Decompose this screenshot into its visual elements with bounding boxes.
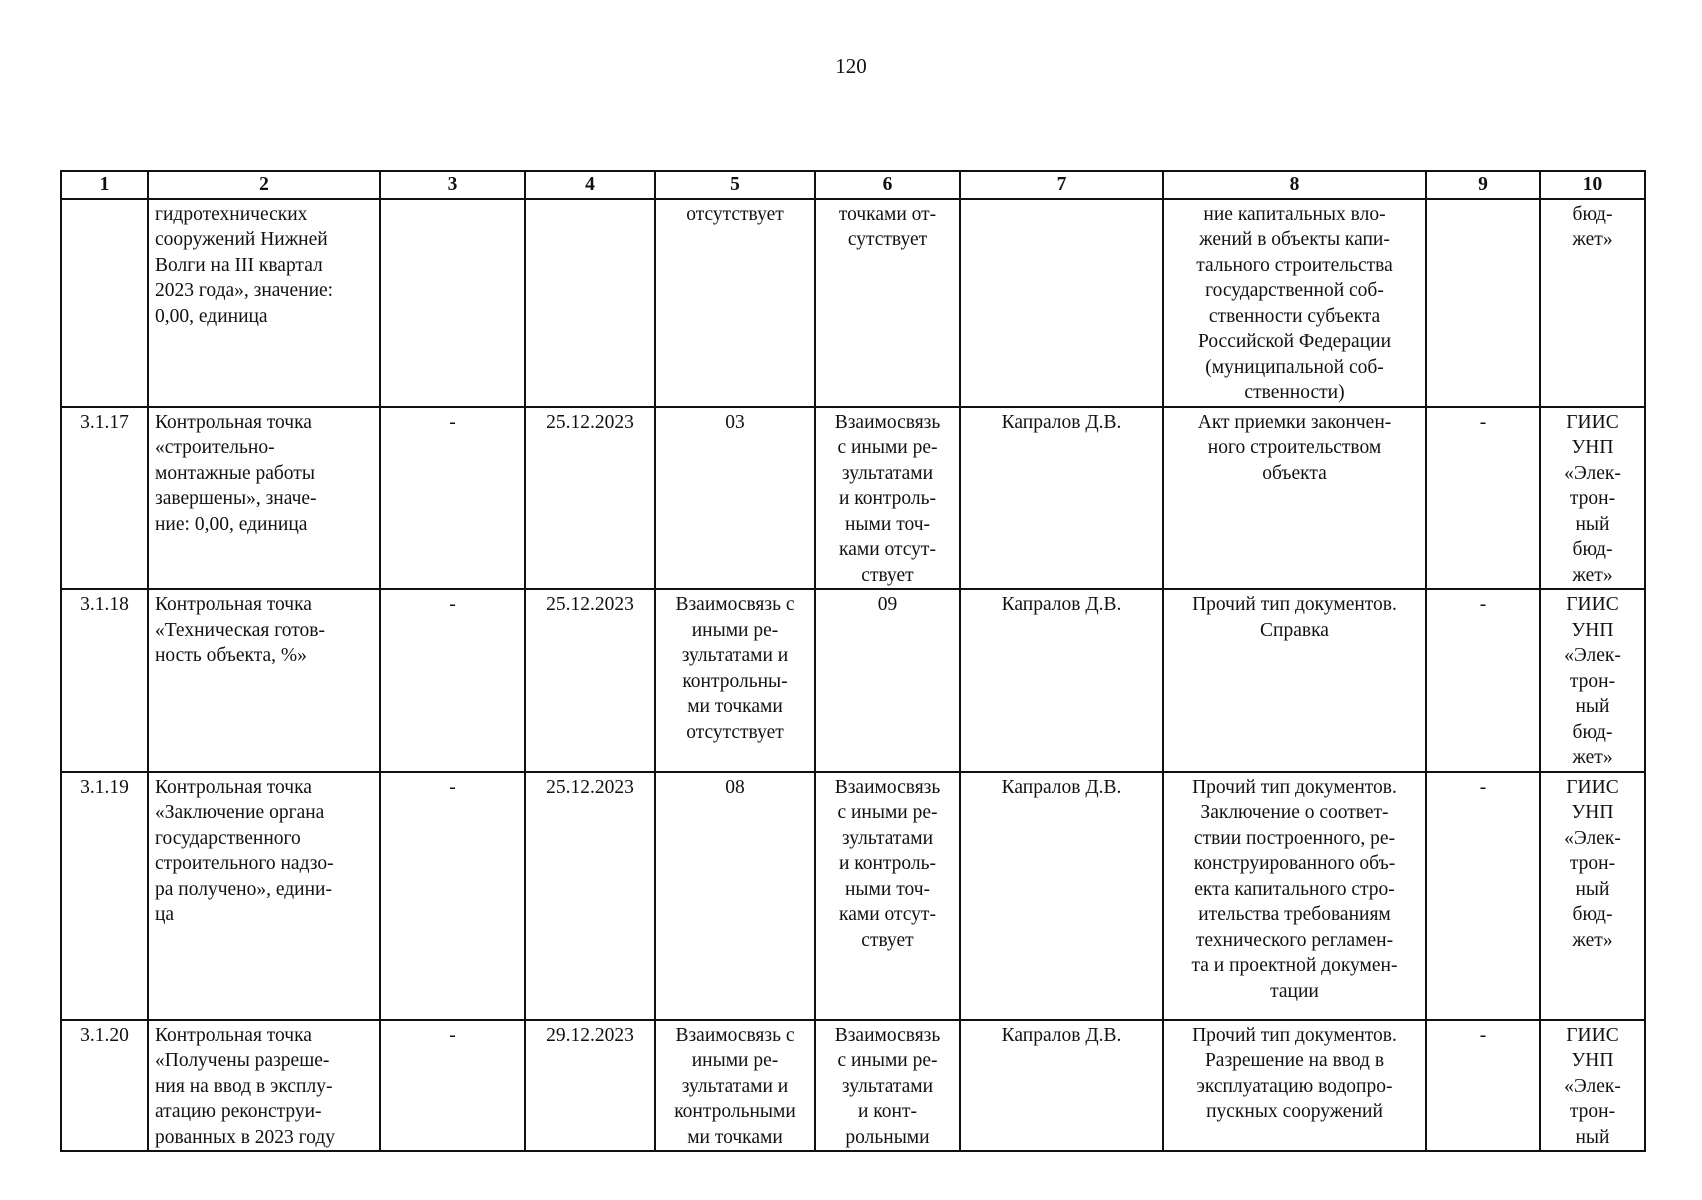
cell-col9: - (1426, 1020, 1540, 1152)
item-description (148, 1020, 380, 1152)
text-line: ного строительством (1207, 437, 1382, 458)
text-line: рольными (845, 1126, 930, 1148)
responsible-person: Капралов Д.В. (960, 407, 1163, 590)
responsible-person: Капралов Д.В. (960, 772, 1163, 1020)
text-line: рованных в 2023 году (155, 1126, 336, 1148)
text-line: бюд- (1572, 904, 1613, 925)
text-line: ственности) (1244, 382, 1345, 403)
text-line: Взаимосвязь (834, 1024, 941, 1046)
item-description (148, 589, 380, 772)
text-line: зультатами (841, 1075, 934, 1097)
text-line: Российской Федерации (1197, 331, 1392, 352)
text-line: государственной соб- (1205, 280, 1384, 301)
text-line: Взаимосвязь с (675, 594, 795, 615)
text-line: и контроль- (838, 488, 937, 509)
text-line: ца (155, 904, 175, 925)
text-line: ГИИС (1566, 411, 1619, 433)
text-line: конструированного объ- (1193, 853, 1396, 874)
text-line: Контрольная точка (155, 594, 312, 615)
text-line: ствует (861, 564, 914, 586)
column-header: 6 (815, 171, 960, 199)
deadline-date: 25.12.2023 (525, 407, 655, 590)
deadline-date: 29.12.2023 (525, 1020, 655, 1152)
responsible-person: Капралов Д.В. (960, 1020, 1163, 1152)
text-line: ный (1575, 1126, 1610, 1148)
item-number: 3.1.17 (61, 407, 148, 590)
text-line: «Элек- (1564, 645, 1621, 666)
table-row (61, 199, 1645, 407)
cell-col3: - (380, 407, 525, 590)
item-description (148, 199, 380, 407)
cell-col9: - (1426, 772, 1540, 1020)
table-body (61, 199, 1645, 1152)
info-system (1540, 1020, 1645, 1152)
cell-col6 (815, 407, 960, 590)
text-line: та и проектной докумен- (1191, 955, 1398, 976)
text-line: завершены», значе- (155, 488, 317, 509)
text-line: и контроль- (838, 853, 937, 874)
text-line: 09 (877, 594, 898, 615)
text-line: 03 (725, 411, 745, 433)
text-line: сооружений Нижней (155, 229, 328, 250)
text-line: ственности субъекта (1208, 305, 1381, 327)
info-system (1540, 772, 1645, 1020)
column-header: 4 (525, 171, 655, 199)
text-line: ми точками (687, 696, 783, 717)
text-line: ками отсут- (839, 904, 936, 925)
text-line: бюд- (1572, 721, 1613, 743)
column-header: 2 (148, 171, 380, 199)
text-line: тального строительства (1196, 254, 1393, 276)
text-line: ный (1575, 513, 1610, 535)
info-system (1540, 407, 1645, 590)
control-points-table (60, 170, 1646, 1152)
text-line: ние: 0,00, единица (155, 513, 308, 535)
responsible-person (960, 199, 1163, 407)
text-line: трон- (1569, 853, 1616, 874)
column-header: 8 (1163, 171, 1426, 199)
text-line: Прочий тип документов. (1192, 594, 1397, 615)
column-header: 7 (960, 171, 1163, 199)
text-line: 0,00, единица (155, 305, 268, 327)
text-line: бюд- (1572, 539, 1613, 560)
text-line: «строительно- (155, 437, 275, 458)
text-line: тации (1270, 980, 1319, 1002)
responsible-person: Капралов Д.В. (960, 589, 1163, 772)
text-line: УНП (1571, 1050, 1614, 1071)
text-line: (муниципальной соб- (1205, 356, 1384, 378)
text-line: Взаимосвязь с (675, 1024, 795, 1046)
text-line: трон- (1569, 670, 1616, 692)
info-system (1540, 589, 1645, 772)
text-line: ствии построенного, ре- (1193, 827, 1396, 849)
text-line: контрольны- (682, 670, 788, 692)
text-line: Волги на III квартал (155, 254, 323, 276)
text-line: пускных сооружений (1206, 1101, 1383, 1122)
column-header: 9 (1426, 171, 1540, 199)
document-type (1163, 772, 1426, 1020)
text-line: зультатами (841, 462, 934, 484)
text-line: ния на ввод в эксплу- (155, 1075, 333, 1097)
text-line: Справка (1260, 619, 1329, 641)
text-line: Контрольная точка (155, 1024, 312, 1046)
cell-col3: - (380, 772, 525, 1020)
text-line: Контрольная точка (155, 776, 312, 798)
cell-col3: - (380, 589, 525, 772)
cell-col6 (815, 199, 960, 407)
info-system (1540, 199, 1645, 407)
table-row (61, 1020, 1645, 1152)
document-type (1163, 199, 1426, 407)
item-description (148, 407, 380, 590)
text-line: отсутствует (686, 203, 784, 225)
text-line: Разрешение на ввод в (1204, 1050, 1385, 1071)
text-line: жет» (1572, 747, 1613, 768)
text-line: «Техническая готов- (155, 619, 325, 641)
text-line: зультатами и (681, 1075, 789, 1097)
text-line: трон- (1569, 1101, 1616, 1122)
deadline-date: 25.12.2023 (525, 589, 655, 772)
text-line: ние капитальных вло- (1203, 203, 1386, 225)
cell-col5 (655, 589, 815, 772)
column-header: 5 (655, 171, 815, 199)
text-line: атацию реконструи- (155, 1101, 322, 1122)
text-line: с иными ре- (837, 802, 938, 823)
text-line: и конт- (858, 1101, 917, 1122)
item-description (148, 772, 380, 1020)
column-number-row (61, 171, 1645, 199)
text-line: жений в объекты капи- (1199, 229, 1390, 250)
page-number: 120 (835, 54, 867, 78)
text-line: УНП (1571, 619, 1614, 641)
text-line: 08 (725, 776, 745, 798)
text-line: сутствует (847, 229, 928, 250)
text-line: «Элек- (1564, 1075, 1621, 1097)
column-header: 3 (380, 171, 525, 199)
table-row (61, 407, 1645, 590)
cell-col6 (815, 1020, 960, 1152)
text-line: ными точ- (845, 878, 930, 900)
text-line: ра получено», едини- (155, 878, 332, 900)
text-line: государственного (155, 827, 301, 849)
text-line: точками от- (838, 203, 937, 225)
text-line: объекта (1262, 462, 1327, 484)
text-line: гидротехнических (155, 203, 308, 225)
item-number: 3.1.19 (61, 772, 148, 1020)
text-line: иными ре- (691, 1050, 779, 1071)
cell-col9 (1426, 199, 1540, 407)
text-line: «Элек- (1564, 827, 1621, 849)
cell-col9: - (1426, 407, 1540, 590)
text-line: Заключение о соответ- (1200, 802, 1389, 823)
text-line: екта капитального стро- (1194, 878, 1395, 900)
cell-col5 (655, 1020, 815, 1152)
text-line: ный (1575, 878, 1610, 900)
text-line: 2023 года», значение: (155, 280, 334, 301)
text-line: строительного надзо- (155, 853, 334, 874)
cell-col5 (655, 407, 815, 590)
text-line: УНП (1571, 437, 1614, 458)
deadline-date: 25.12.2023 (525, 772, 655, 1020)
cell-col6 (815, 589, 960, 772)
text-line: ными точ- (845, 513, 930, 535)
cell-col9: - (1426, 589, 1540, 772)
text-line: ГИИС (1566, 1024, 1619, 1046)
document-type (1163, 589, 1426, 772)
document-type (1163, 407, 1426, 590)
item-number: 3.1.18 (61, 589, 148, 772)
text-line: с иными ре- (837, 437, 938, 458)
cell-col3: - (380, 1020, 525, 1152)
cell-col5 (655, 772, 815, 1020)
table-row (61, 589, 1645, 772)
text-line: Контрольная точка (155, 411, 312, 433)
text-line: ный (1575, 696, 1610, 717)
text-line: Прочий тип документов. (1192, 1024, 1397, 1046)
text-line: Акт приемки закончен- (1197, 411, 1392, 433)
text-line: ствует (861, 929, 914, 951)
text-line: контрольными (674, 1101, 796, 1122)
text-line: технического регламен- (1195, 929, 1394, 951)
text-line: ми точками (687, 1126, 783, 1148)
text-line: эксплуатацию водопро- (1196, 1075, 1393, 1097)
text-line: жет» (1572, 229, 1613, 250)
text-line: зультатами (841, 827, 934, 849)
text-line: УНП (1571, 802, 1614, 823)
text-line: жет» (1572, 564, 1613, 586)
text-line: зультатами и (681, 645, 789, 666)
item-number (61, 199, 148, 407)
text-line: «Элек- (1564, 462, 1621, 484)
column-header: 10 (1540, 171, 1645, 199)
text-line: Прочий тип документов. (1192, 776, 1397, 798)
cell-col5 (655, 199, 815, 407)
text-line: иными ре- (691, 619, 779, 641)
text-line: монтажные работы (155, 462, 315, 484)
text-line: «Заключение органа (155, 802, 325, 823)
cell-col6 (815, 772, 960, 1020)
deadline-date (525, 199, 655, 407)
text-line: отсутствует (686, 721, 784, 743)
item-number: 3.1.20 (61, 1020, 148, 1152)
text-line: ГИИС (1566, 776, 1619, 798)
text-line: трон- (1569, 488, 1616, 509)
text-line: бюд- (1572, 203, 1613, 225)
column-header: 1 (61, 171, 148, 199)
text-line: жет» (1572, 929, 1613, 951)
text-line: ность объекта, %» (155, 645, 307, 666)
cell-col3 (380, 199, 525, 407)
text-line: ГИИС (1566, 594, 1619, 615)
text-line: Взаимосвязь (834, 776, 941, 798)
text-line: Взаимосвязь (834, 411, 941, 433)
text-line: ками отсут- (839, 539, 936, 560)
text-line: с иными ре- (837, 1050, 938, 1071)
table-row (61, 772, 1645, 1020)
text-line: ительства требованиям (1198, 904, 1391, 925)
document-type (1163, 1020, 1426, 1152)
text-line: «Получены разреше- (155, 1050, 330, 1071)
